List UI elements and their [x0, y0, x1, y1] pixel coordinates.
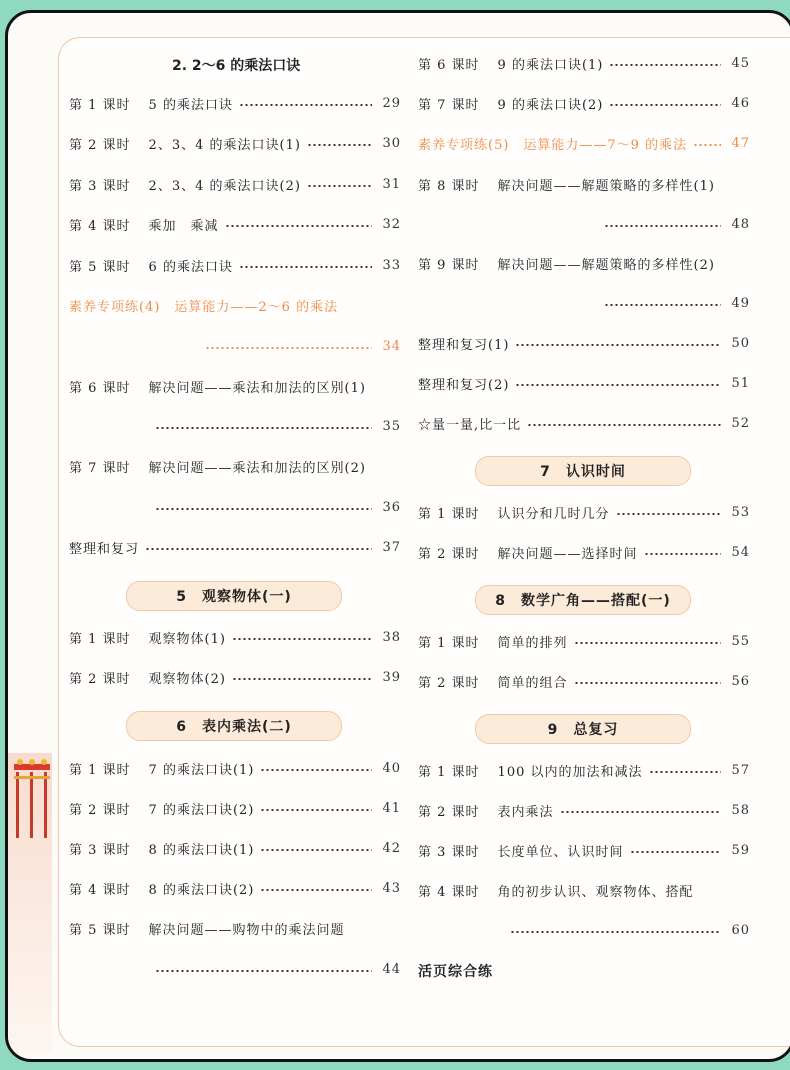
lesson-title: ☆量一量,比一比 [418, 417, 522, 433]
toc-entry[interactable] [418, 372, 750, 394]
leader-dots [232, 678, 372, 680]
toc-entry[interactable] [418, 52, 750, 74]
lesson-label: 第 4 课时 [69, 218, 131, 234]
page-number: 56 [731, 673, 750, 689]
lesson-title: 素养专项练(4) 运算能力——2～6 的乘法 [69, 299, 339, 315]
lesson-label: 第 1 课时 [418, 506, 480, 522]
lesson-label: 第 7 课时 [69, 460, 131, 476]
toc-entry[interactable] [69, 536, 401, 558]
page-number: 45 [731, 55, 750, 71]
lesson-title: 100 以内的加法和减法 [497, 764, 643, 780]
lesson-label: 第 5 课时 [69, 259, 131, 275]
appendix-title: 活页综合练 [418, 964, 493, 980]
toc-entry[interactable] [69, 375, 366, 397]
lesson-title: 表内乘法 [497, 804, 554, 820]
toc-entry[interactable] [418, 541, 750, 563]
page-number: 49 [731, 295, 750, 311]
page-number: 42 [382, 840, 401, 856]
page-number: 39 [382, 669, 401, 685]
lesson-label: 第 4 课时 [418, 884, 480, 900]
toc-entry[interactable] [69, 958, 401, 980]
lesson-title: 7 的乘法口诀(2) [148, 802, 255, 818]
toc-entry[interactable] [418, 412, 750, 434]
leader-dots [693, 144, 721, 146]
page-number: 54 [731, 544, 750, 560]
lesson-title: 观察物体(1) [148, 631, 226, 647]
leader-dots [649, 771, 722, 773]
page-number: 32 [382, 216, 401, 232]
lesson-title: 解决问题——乘法和加法的区别(2) [148, 460, 366, 476]
page-number: 59 [731, 842, 750, 858]
leader-dots [630, 851, 722, 853]
toc-entry[interactable] [418, 670, 750, 692]
lesson-label: 第 9 课时 [418, 257, 480, 273]
lesson-title: 9 的乘法口诀(1) [497, 57, 604, 73]
leader-dots [205, 347, 372, 349]
leader-dots [260, 889, 372, 891]
lesson-label: 第 2 课时 [69, 671, 131, 687]
lesson-label: 第 1 课时 [418, 635, 480, 651]
page-number: 46 [731, 95, 750, 111]
page-number: 40 [382, 760, 401, 776]
unit-9-heading: 9 总复习 [475, 714, 691, 744]
leader-dots [260, 849, 372, 851]
leader-dots [515, 384, 721, 386]
leader-dots [232, 638, 372, 640]
page-number: 57 [731, 762, 750, 778]
leader-dots [609, 104, 721, 106]
toc-entry[interactable] [69, 254, 401, 276]
unit-6-heading: 6 表内乘法(二) [126, 711, 342, 741]
lesson-label: 第 2 课时 [418, 804, 480, 820]
flag-icon [12, 758, 52, 838]
page-number: 55 [731, 633, 750, 649]
unit-8-heading: 8 数学广角——搭配(一) [475, 585, 691, 615]
lesson-title: 8 的乘法口诀(1) [148, 842, 255, 858]
lesson-title: 7 的乘法口诀(1) [148, 762, 255, 778]
toc-entry[interactable] [69, 173, 401, 195]
page-number: 58 [731, 802, 750, 818]
page-number: 48 [731, 216, 750, 232]
page-number: 31 [382, 176, 401, 192]
leader-dots [574, 642, 722, 644]
toc-entry[interactable] [69, 132, 401, 154]
page-number: 43 [382, 880, 401, 896]
lesson-title: 简单的排列 [497, 635, 568, 651]
leader-dots [560, 811, 722, 813]
leader-dots [307, 185, 373, 187]
page-number: 33 [382, 257, 401, 273]
lesson-title: 整理和复习 [69, 541, 140, 557]
toc-entry[interactable] [418, 919, 750, 941]
toc-entry[interactable] [69, 455, 366, 477]
leader-dots [307, 144, 373, 146]
toc-entry[interactable] [69, 757, 401, 779]
section-title: 2. 2～6 的乘法口诀 [172, 58, 301, 74]
leader-dots [145, 548, 372, 550]
lesson-label: 第 5 课时 [69, 922, 131, 938]
toc-entry[interactable] [418, 252, 715, 274]
lesson-title: 解决问题——解题策略的多样性(2) [497, 257, 715, 273]
page-number: 35 [382, 418, 401, 434]
toc-entry[interactable] [69, 92, 401, 114]
page-number: 52 [731, 415, 750, 431]
lesson-title: 整理和复习(1) [418, 337, 510, 353]
leader-dots [604, 225, 721, 227]
toc-entry[interactable] [69, 626, 401, 648]
page-number: 34 [382, 338, 401, 354]
lesson-label: 第 4 课时 [69, 882, 131, 898]
toc-entry[interactable] [418, 839, 750, 861]
lesson-label: 第 2 课时 [418, 546, 480, 562]
lesson-title: 认识分和几时几分 [497, 506, 610, 522]
toc-entry[interactable] [418, 879, 694, 901]
lesson-label: 第 2 课时 [418, 675, 480, 691]
unit-5-heading: 5 观察物体(一) [126, 581, 342, 611]
page-number: 30 [382, 135, 401, 151]
page-number: 41 [382, 800, 401, 816]
toc-entry[interactable] [69, 837, 401, 859]
page-number: 51 [731, 375, 750, 391]
page-number: 38 [382, 629, 401, 645]
lesson-label: 第 3 课时 [69, 842, 131, 858]
lesson-title: 解决问题——乘法和加法的区别(1) [148, 380, 366, 396]
lesson-title: 6 的乘法口诀 [148, 259, 233, 275]
lesson-title: 解决问题——选择时间 [497, 546, 638, 562]
lesson-label: 第 3 课时 [69, 178, 131, 194]
toc-entry[interactable] [418, 799, 750, 821]
leader-dots [574, 682, 722, 684]
lesson-label: 第 7 课时 [418, 97, 480, 113]
leader-dots [515, 344, 721, 346]
lesson-title: 角的初步认识、观察物体、搭配 [497, 884, 694, 900]
lesson-label: 第 6 课时 [418, 57, 480, 73]
toc-entry[interactable] [418, 213, 750, 235]
lesson-title: 解决问题——解题策略的多样性(1) [497, 178, 715, 194]
page-number: 60 [731, 922, 750, 938]
toc-entry[interactable] [69, 666, 401, 688]
lesson-title: 5 的乘法口诀 [148, 97, 233, 113]
lesson-title: 乘加 乘减 [148, 218, 219, 234]
toc-entry[interactable] [69, 797, 401, 819]
lesson-label: 第 3 课时 [418, 844, 480, 860]
leader-dots [225, 225, 373, 227]
toc-entry[interactable] [418, 501, 750, 523]
page-number: 37 [382, 539, 401, 555]
toc-entry[interactable] [418, 630, 750, 652]
toc-entry[interactable] [69, 917, 345, 939]
leader-dots [616, 513, 722, 515]
toc-entry[interactable] [418, 759, 750, 781]
lesson-label: 第 1 课时 [418, 764, 480, 780]
toc-entry[interactable] [69, 415, 401, 437]
toc-entry[interactable] [418, 132, 750, 154]
lesson-title: 简单的组合 [497, 675, 568, 691]
page-number: 36 [382, 499, 401, 515]
page-number: 47 [731, 135, 750, 151]
lesson-label: 第 1 课时 [69, 97, 131, 113]
lesson-title: 长度单位、认识时间 [497, 844, 624, 860]
toc-entry[interactable] [69, 335, 401, 357]
leader-dots [155, 508, 372, 510]
lesson-label: 第 2 课时 [69, 137, 131, 153]
lesson-title: 素养专项练(5) 运算能力——7～9 的乘法 [418, 137, 688, 153]
toc-entry[interactable] [69, 294, 338, 316]
toc-entry[interactable] [418, 173, 715, 195]
lesson-title: 9 的乘法口诀(2) [497, 97, 604, 113]
lesson-label: 第 1 课时 [69, 631, 131, 647]
lesson-title: 观察物体(2) [148, 671, 226, 687]
leader-dots [260, 769, 372, 771]
toc-entry[interactable] [418, 292, 750, 314]
lesson-label: 第 2 课时 [69, 802, 131, 818]
page-number: 29 [382, 95, 401, 111]
leader-dots [609, 64, 721, 66]
leader-dots [604, 304, 721, 306]
toc-entry[interactable] [418, 92, 750, 114]
leader-dots [155, 427, 372, 429]
leader-dots [155, 970, 372, 972]
page-number: 50 [731, 335, 750, 351]
lesson-title: 整理和复习(2) [418, 377, 510, 393]
lesson-title: 8 的乘法口诀(2) [148, 882, 255, 898]
toc-entry[interactable] [69, 877, 401, 899]
unit-7-heading: 7 认识时间 [475, 456, 691, 486]
leader-dots [239, 104, 373, 106]
page-number: 44 [382, 961, 401, 977]
leader-dots [239, 266, 373, 268]
lesson-title: 2、3、4 的乘法口诀(1) [148, 137, 301, 153]
toc-entry[interactable] [418, 332, 750, 354]
toc-entry[interactable] [69, 496, 401, 518]
page-number: 53 [731, 504, 750, 520]
leader-dots [510, 931, 721, 933]
lesson-label: 第 8 课时 [418, 178, 480, 194]
toc-entry[interactable] [69, 213, 401, 235]
lesson-label: 第 1 课时 [69, 762, 131, 778]
lesson-title: 2、3、4 的乘法口诀(2) [148, 178, 301, 194]
leader-dots [260, 809, 372, 811]
leader-dots [644, 553, 722, 555]
leader-dots [527, 424, 721, 426]
lesson-label: 第 6 课时 [69, 380, 131, 396]
lesson-title: 解决问题——购物中的乘法问题 [148, 922, 345, 938]
